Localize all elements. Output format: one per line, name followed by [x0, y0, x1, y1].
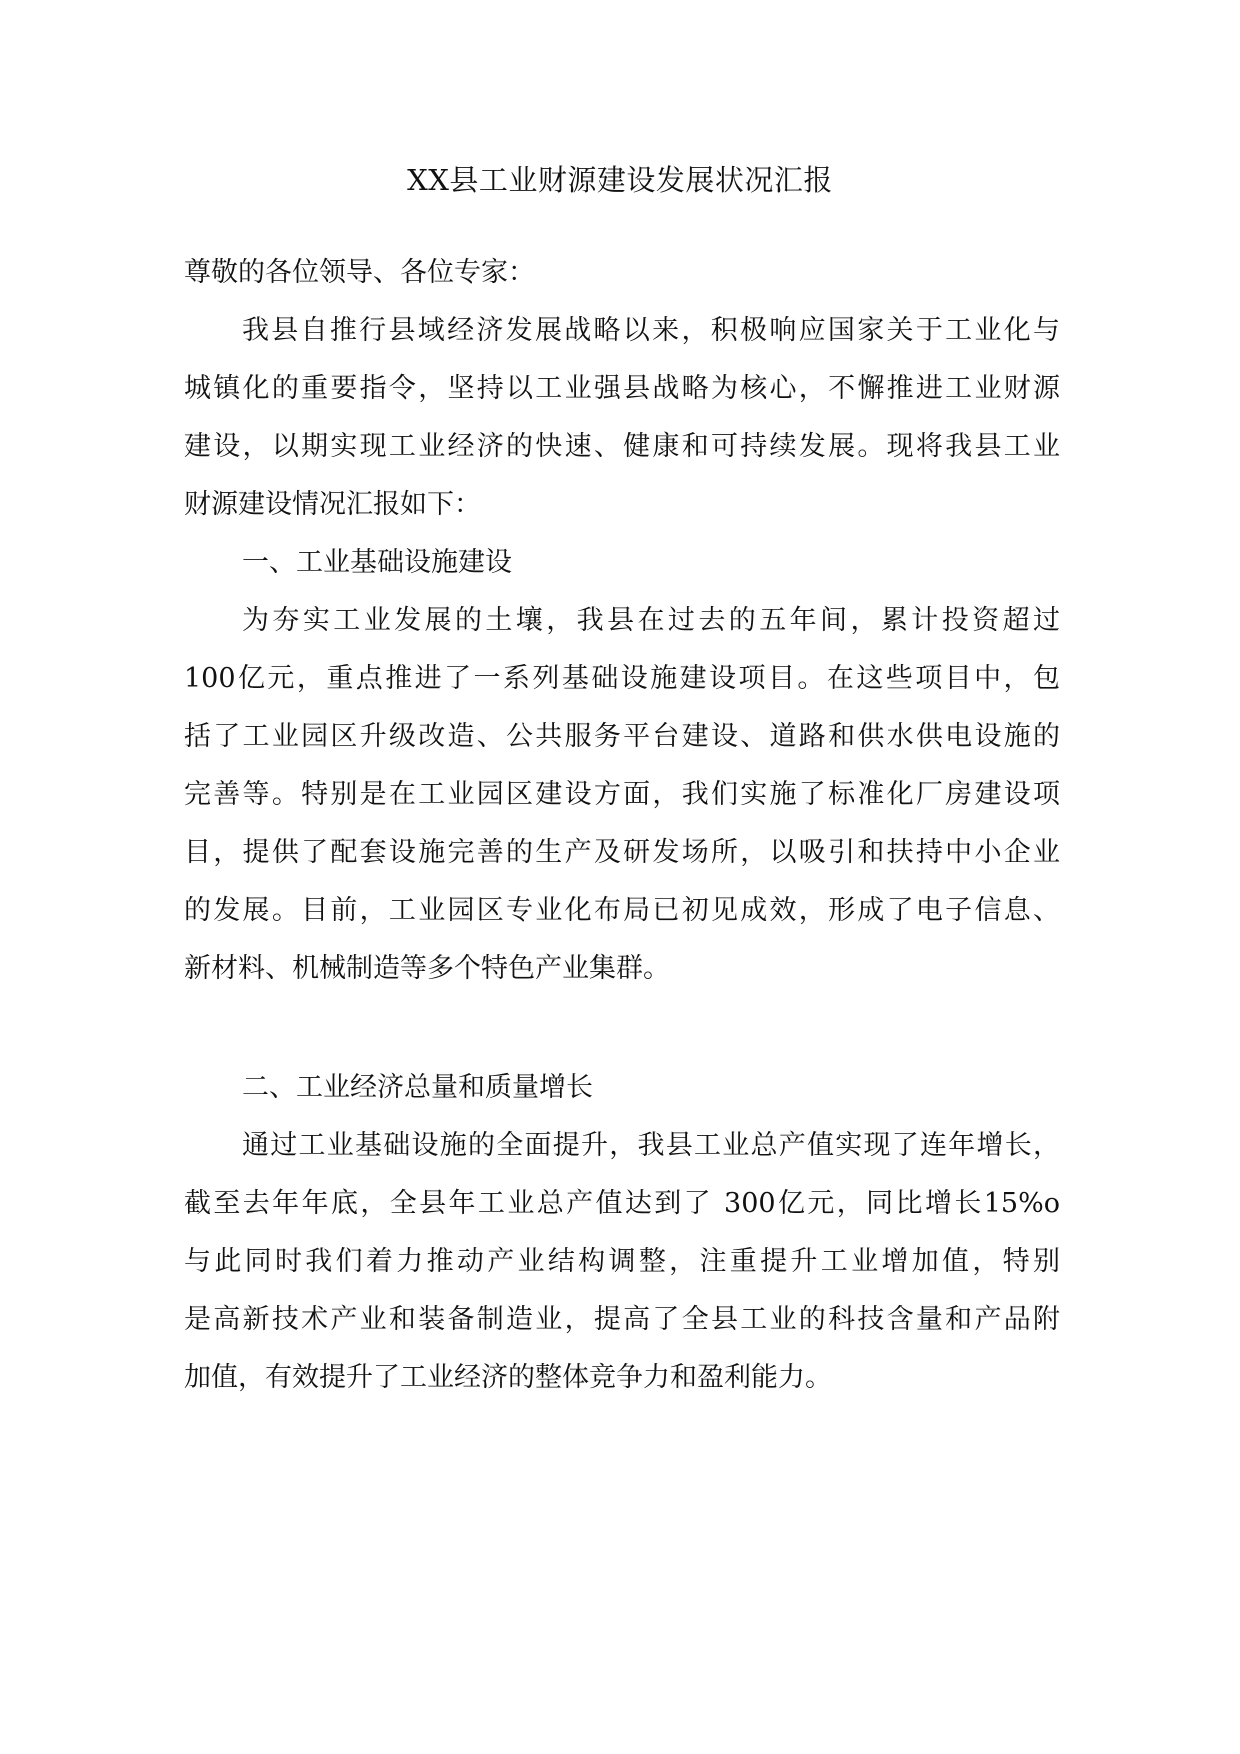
section-heading-2: 二、工业经济总量和质量增长: [242, 1072, 593, 1103]
intro-line: 建设，以期实现工业经济的快速、健康和可持续发展。现将我县工业: [184, 431, 1060, 462]
section1-line: 新材料、机械制造等多个特色产业集群。: [184, 953, 670, 984]
section-heading-1: 一、工业基础设施建设: [242, 547, 512, 578]
section1-line: 括了工业园区升级改造、公共服务平台建设、道路和供水供电设施的: [184, 721, 1060, 752]
intro-line: 我县自推行县域经济发展战略以来，积极响应国家关于工业化与: [242, 315, 1060, 346]
document-title: XX县工业财源建设发展状况汇报: [407, 163, 833, 197]
section2-line: 加值，有效提升了工业经济的整体竞争力和盈利能力。: [184, 1362, 832, 1393]
section1-line: 完善等。特别是在工业园区建设方面，我们实施了标准化厂房建设项: [184, 779, 1060, 810]
section1-line: 100亿元，重点推进了一系列基础设施建设项目。在这些项目中，包: [184, 663, 1060, 694]
section2-line: 与此同时我们着力推动产业结构调整，注重提升工业增加值，特别: [184, 1246, 1060, 1277]
salutation: 尊敬的各位领导、各位专家：: [184, 257, 535, 288]
section1-line: 目，提供了配套设施完善的生产及研发场所，以吸引和扶持中小企业: [184, 837, 1060, 868]
section2-line: 通过工业基础设施的全面提升，我县工业总产值实现了连年增长，: [242, 1130, 1060, 1161]
intro-line: 城镇化的重要指令，坚持以工业强县战略为核心，不懈推进工业财源: [184, 373, 1060, 404]
section1-line: 为夯实工业发展的土壤，我县在过去的五年间，累计投资超过: [242, 605, 1060, 636]
section2-line: 截至去年年底，全县年工业总产值达到了 300亿元，同比增长15%o: [184, 1188, 1060, 1219]
section1-line: 的发展。目前，工业园区专业化布局已初见成效，形成了电子信息、: [184, 895, 1060, 926]
intro-line: 财源建设情况汇报如下：: [184, 489, 481, 520]
section2-line: 是高新技术产业和装备制造业，提高了全县工业的科技含量和产品附: [184, 1304, 1060, 1335]
